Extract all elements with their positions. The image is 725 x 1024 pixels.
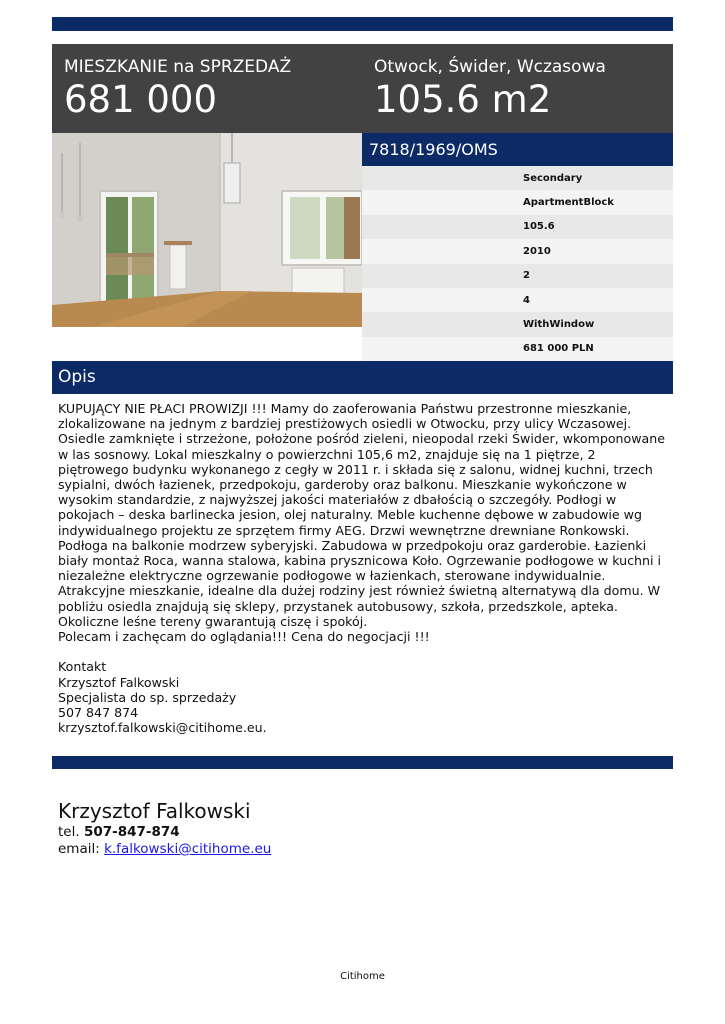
listing-reference: 7818/1969/OMS	[362, 133, 673, 166]
contact-email: krzysztof.falkowski@citihome.eu.	[58, 720, 267, 736]
header-left	[64, 56, 291, 122]
details-table	[362, 166, 673, 361]
detail-building-type: ApartmentBlock	[362, 190, 673, 214]
description-paragraph: KUPUJĄCY NIE PŁACI PROWIZJI !!! Mamy do zaoferowania Państwu przestronne mieszkanie, zlokalizowane na jednym z bardziej prestiżowych osiedli w Otwocku, przy ulicy Wczasowej. Osiedle zamknięte i strzeżone, położone pośród zieleni, nieopodal rzeki Świder, wkomponowane w las sosnowy. Lokal mieszkalny o powierzchni 105,6 m2, znajduje się na 1 piętrze, 2 piętrowego budynku wykonanego z cegły w 2011 r. i składa się z salonu, widnej kuchni, trzech sypialni, dwóch łazienek, przedpokoju, garderoby oraz balkonu. Mieszkanie wykończone w wysokim standardzie, z najwyższej jakości materiałów z dbałością o szczegóły. Podłogi w pokojach – deska barlinecka jesion, olej naturalny. Meble kuchenne dębowe w zabudowie wg indywidualnego projektu ze sprzętem firmy AEG. Drzwi wewnętrzne drewniane Ronkowski. Podłoga na balkonie modrzew syberyjski. Zabudowa w przedpokoju oraz garderobie. Łazienki biały montaż Roca, wanna stalowa, kabina prysznicowa Koło. Ogrzewanie podłogowe w kuchni i niezależne elektryczne ogrzewanie podłogowe w łazienkach, sterowane indywidualnie. Atrakcyjne mieszkanie, idealne dla dużej rodziny jest również świetną alternatywą dla domu. W pobliżu osiedla znajdują się sklepy, przystanek autobusowy, szkoła, przedszkole, apteka. Okoliczne leśne tereny gwarantują ciszę i spokój.	[58, 401, 665, 629]
detail-rooms: 4	[362, 288, 673, 312]
location: Otwock, Świder, Wczasowa	[374, 57, 606, 77]
detail-area: 105.6	[362, 215, 673, 239]
detail-price: 681 000 PLN	[362, 337, 673, 361]
area: 105.6 m2	[374, 78, 552, 121]
price: 681 000	[64, 78, 218, 121]
detail-floor: 2	[362, 264, 673, 288]
contact-phone: 507 847 874	[58, 705, 139, 721]
description-paragraph: Polecam i zachęcam do oglądania!!! Cena do negocjacji !!!	[58, 629, 430, 645]
header-right	[374, 56, 606, 122]
contact-name: Krzysztof Falkowski	[58, 674, 180, 690]
email-label: email:	[58, 841, 100, 857]
footer-company: Citihome	[340, 971, 385, 982]
contact-heading: Kontakt	[58, 659, 107, 675]
agent-email-line	[58, 841, 271, 858]
offer-type: MIESZKANIE na SPRZEDAŻ	[64, 57, 292, 77]
agent-name: Krzysztof Falkowski	[58, 799, 251, 823]
contact-role: Specjalista do sp. sprzedaży	[58, 689, 237, 705]
detail-market: Secondary	[362, 166, 673, 190]
apartment-photo-illustration	[52, 133, 362, 327]
agent-card	[58, 798, 271, 858]
top-divider-bar	[52, 17, 673, 31]
detail-kitchen: WithWindow	[362, 312, 673, 336]
blank-line	[58, 644, 670, 659]
description-body	[58, 401, 670, 735]
agent-email-link[interactable]: k.falkowski@citihome.eu	[104, 841, 272, 857]
agent-phone-line	[58, 824, 271, 841]
bottom-divider-bar	[52, 756, 673, 769]
agent-phone: 507-847-874	[83, 824, 180, 840]
listing-header	[52, 44, 673, 133]
detail-year: 2010	[362, 239, 673, 263]
phone-label: tel.	[58, 824, 80, 840]
apartment-photo	[52, 133, 362, 327]
description-title: Opis	[52, 361, 673, 394]
